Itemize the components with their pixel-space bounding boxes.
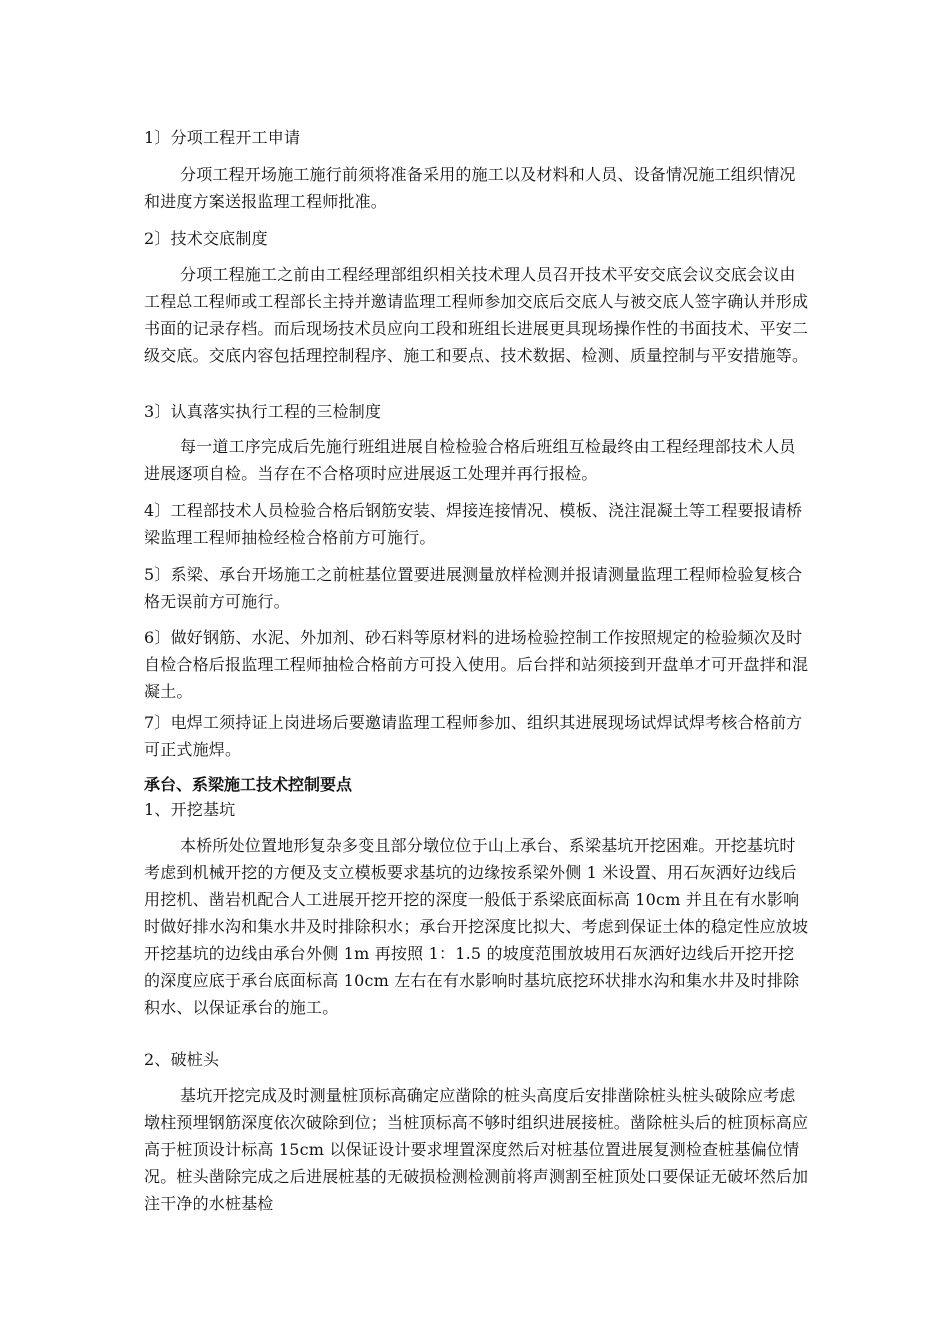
item-4-text: 4〕工程部技术人员检验合格后钢筋安装、焊接连接情况、模板、浇注混凝土等工程要报请桥梁监理工程师抽检经检合格前方可施行。 [144,501,803,547]
section-title: 承台、系梁施工技术控制要点 [144,775,353,794]
item-1-paragraph: 分项工程开场施工施行前须将准备采用的施工以及材料和人员、设备情况施工组织情况和进度方案送报监理工程师批准。 [144,165,796,211]
item-2-heading: 2〕技术交底制度 [144,229,268,248]
item-5-text: 5〕系梁、承台开场施工之前桩基位置要进展测量放样检测并报请测量监理工程师检验复核合格无误前方可施行。 [144,565,803,611]
subsection-1-heading: 1、开挖基坑 [144,800,236,819]
item-1-heading: 1〕分项工程开工申请 [144,128,301,147]
subsection-2-heading: 2、破桩头 [144,1050,220,1069]
item-6-text: 6〕做好钢筋、水泥、外加剂、砂石料等原材料的进场检验控制工作按照规定的检验频次及时自检合格后报监理工程师抽检合格前方可投入使用。后台拌和站须接到开盘单才可开盘拌和混凝土。 [144,628,809,701]
item-3-paragraph: 每一道工序完成后先施行班组进展自检检验合格后班组互检最终由工程经理部技术人员进展逐项自检。当存在不合格项时应进展返工处理并再行报检。 [144,437,796,483]
item-3-heading: 3〕认真落实执行工程的三检制度 [144,402,382,421]
subsection-1-paragraph: 本桥所处位置地形复杂多变且部分墩位位于山上承台、系梁基坑开挖困难。开挖基坑时考虑到机械开挖的方便及支立模板要求基坑的边缘按系梁外侧 1 米设置、用石灰洒好边线后用挖机、凿岩机配合人工进展开挖开挖的深度一般低于系梁底面标高 10cm 并且在有水影响时做好排水沟和集水井及时排除积水；承台开挖深度比拟大、考虑到保证土体的稳定性应放坡开挖基坑的边线由承台外侧 1m 再按照 1：1.5 的坡度范围放坡用石灰洒好边线后开挖开挖的深度应底于承台底面标高 10cm 左右在有水影响时基坑底挖环状排水沟和集水井及时排除积水、以保证承台的施工。 [144,836,809,1017]
item-7-text: 7〕电焊工须持证上岗进场后要邀请监理工程师参加、组织其进展现场试焊试焊考核合格前方可正式施焊。 [144,713,803,759]
subsection-2-paragraph: 基坑开挖完成及时测量桩顶标高确定应凿除的桩头高度后安排凿除桩头桩头破除应考虑墩柱预埋钢筋深度依次破除到位；当桩顶标高不够时组织进展接桩。凿除桩头后的桩顶标高应高于桩顶设计标高 15cm 以保证设计要求埋置深度然后对桩基位置进展复测检查桩基偏位情况。桩头凿除完成之后进展桩基的无破损检测检测前将声测割至桩顶处口要保证无破坏然后加注干净的水桩基检 [144,1086,809,1213]
item-2-paragraph: 分项工程施工之前由工程经理部组织相关技术理人员召开技术平安交底会议交底会议由工程总工程师或工程部长主持并邀请监理工程师参加交底后交底人与被交底人签字确认并形成书面的记录存档。而后现场技术员应向工段和班组长进展更具现场操作性的书面技术、平安二级交底。交底内容包括理控制程序、施工和要点、技术数据、检测、质量控制与平安措施等。 [144,265,809,365]
